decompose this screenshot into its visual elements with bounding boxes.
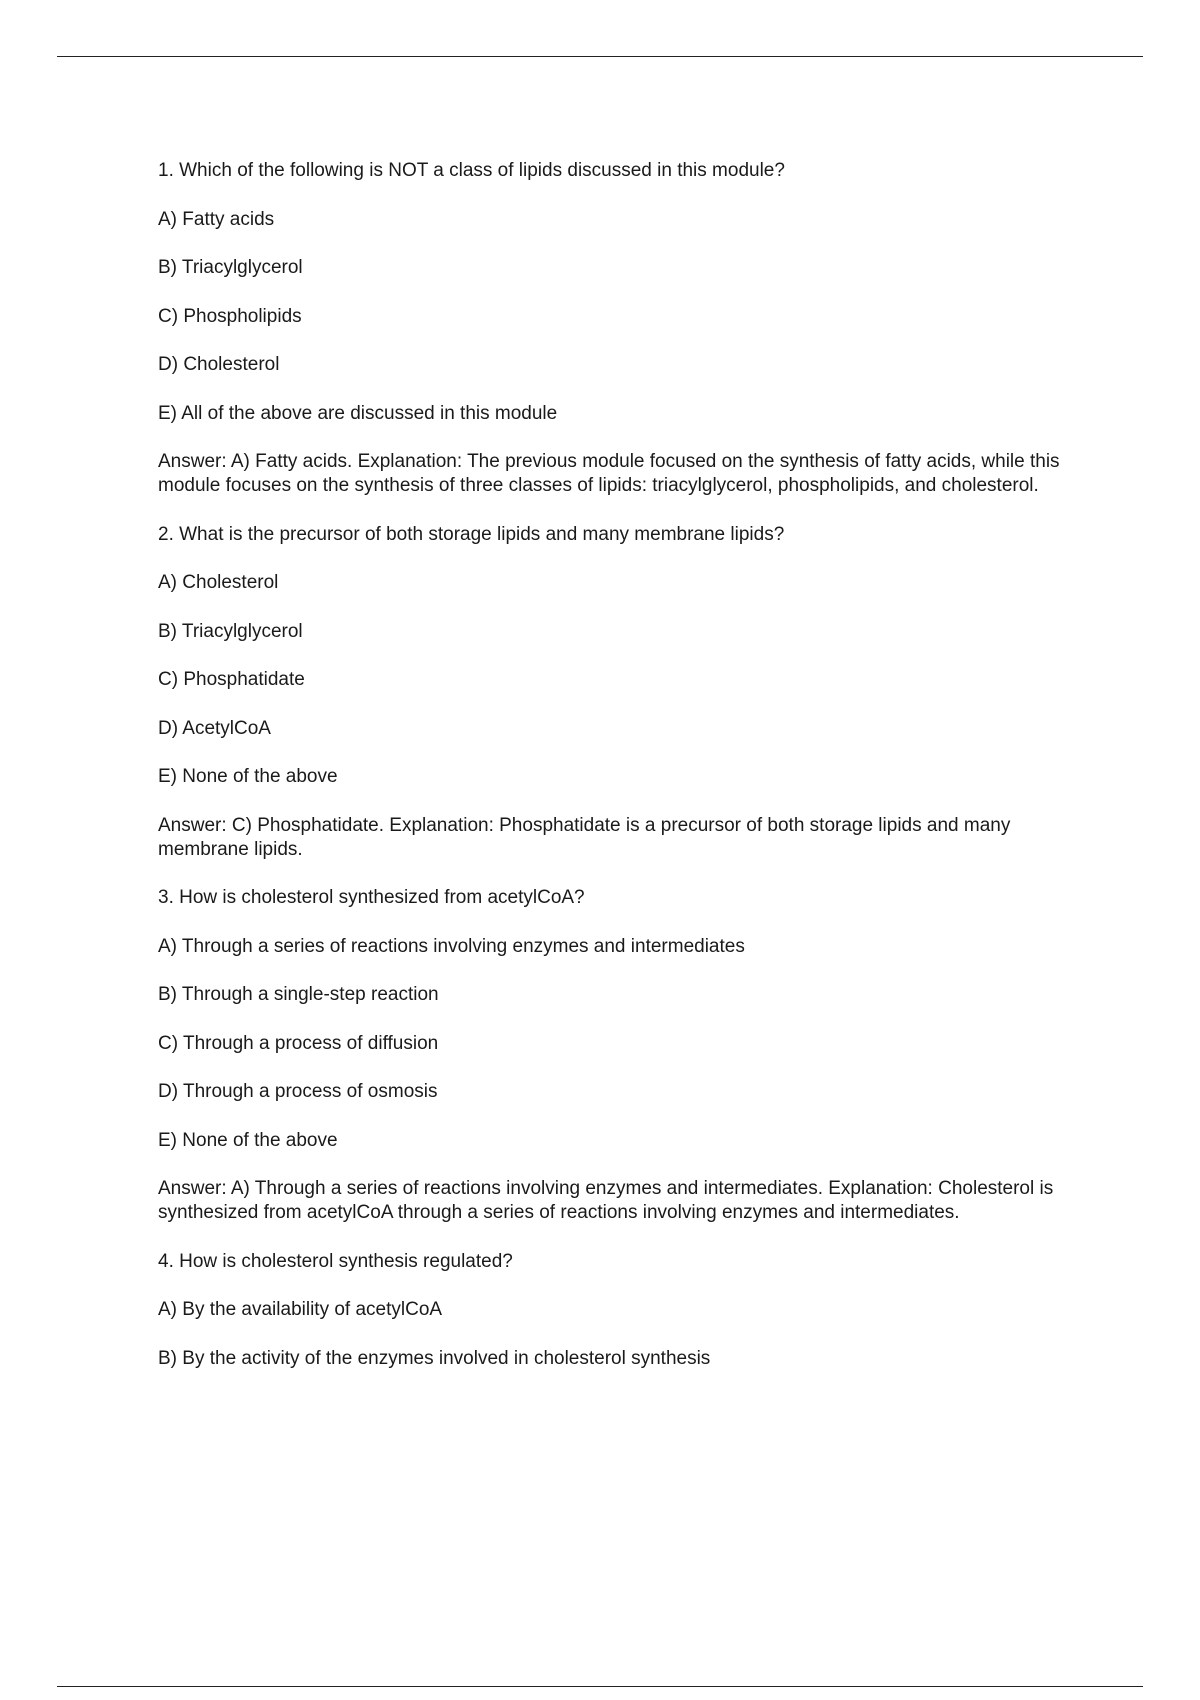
answer-option: B) Through a single-step reaction: [158, 984, 439, 1005]
question-text: 2. What is the precursor of both storage lipids and many membrane lipids?: [158, 523, 785, 545]
answer-option: C) Through a process of diffusion: [158, 1032, 439, 1054]
answer-option: A) Cholesterol: [158, 572, 279, 593]
question-block: [158, 523, 1088, 862]
answer-option: D) AcetylCoA: [158, 717, 271, 739]
quiz-content: [158, 159, 1088, 1395]
answer-explanation: Answer: A) Through a series of reactions involving enzymes and intermediates. Explanation: Cholesterol is synthesized from acetylCoA through a series of reactions involving enzymes and intermediates.: [158, 1178, 1054, 1223]
answer-explanation: Answer: A) Fatty acids. Explanation: The previous module focused on the synthesis of fatty acids, while this module focuses on the synthesis of three classes of lipids: triacylglycerol, phospholipids, and cholesterol.: [158, 451, 1060, 496]
answer-option: C) Phospholipids: [158, 305, 302, 327]
answer-option: D) Cholesterol: [158, 354, 280, 375]
question-text: 3. How is cholesterol synthesized from acetylCoA?: [158, 887, 585, 908]
answer-option: B) Triacylglycerol: [158, 620, 303, 642]
question-block: [158, 1250, 1088, 1371]
question-block: [158, 886, 1088, 1225]
bottom-rule: [57, 1686, 1143, 1687]
top-rule: [57, 56, 1143, 57]
answer-option: A) By the availability of acetylCoA: [158, 1299, 443, 1320]
answer-option: A) Through a series of reactions involving enzymes and intermediates: [158, 935, 745, 957]
answer-option: B) Triacylglycerol: [158, 257, 303, 278]
answer-option: D) Through a process of osmosis: [158, 1081, 438, 1102]
question-block: [158, 159, 1088, 498]
answer-explanation: Answer: C) Phosphatidate. Explanation: Phosphatidate is a precursor of both storage lipids and many membrane lipids.: [158, 814, 1011, 860]
answer-option: E) None of the above: [158, 766, 338, 787]
answer-option: E) All of the above are discussed in this module: [158, 402, 558, 424]
answer-option: A) Fatty acids: [158, 208, 275, 230]
question-text: 4. How is cholesterol synthesis regulated?: [158, 1250, 513, 1272]
answer-option: B) By the activity of the enzymes involved in cholesterol synthesis: [158, 1347, 711, 1369]
answer-option: C) Phosphatidate: [158, 669, 305, 690]
question-text: 1. Which of the following is NOT a class of lipids discussed in this module?: [158, 160, 785, 181]
answer-option: E) None of the above: [158, 1129, 338, 1151]
